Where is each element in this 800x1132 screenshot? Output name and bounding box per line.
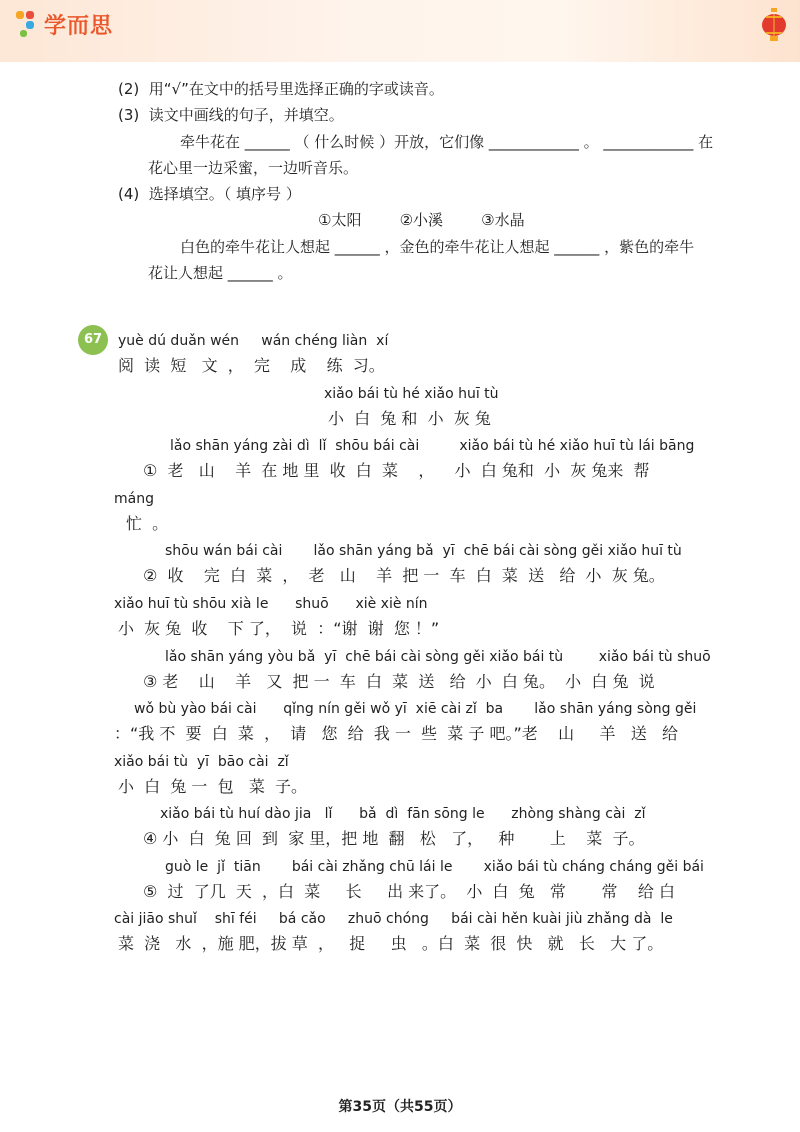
story-title: 小 白 兔 和 小 灰 兔	[328, 409, 491, 428]
hanzi-line: ④ 小 白 兔 回 到 家 里，把 地 翻 松 了， 种 上 菜 子。	[143, 829, 645, 848]
lantern-icon	[760, 8, 788, 42]
question-4-options: ①太阳 ②小溪 ③水晶	[318, 211, 525, 229]
hanzi-line: 菜 浇 水 ，施 肥，拔 草 ， 捉 虫 。白 菜 很 快 就 长 大 了。	[118, 934, 664, 953]
pinyin-line: cài jiāo shuǐ shī féi bá cǎo zhuō chóng bái cài hěn kuài jiù zhǎng dà le	[114, 911, 673, 927]
question-4-fill-line-2: 花让人想起 ______ 。	[148, 264, 293, 282]
question-3-fill-line: 牵牛花在 ______ （ 什么时候 ）开放，它们像 ____________ 。 ____________ 在	[180, 133, 714, 151]
question-2: (2) 用“√”在文中的括号里选择正确的字或读音。	[118, 80, 444, 98]
hanzi-line: ：“我 不 要 白 菜 ， 请 您 给 我 一 些 菜 子 吧。”老 山 羊 送 给	[114, 724, 679, 743]
logo-mark-icon	[16, 11, 40, 37]
pinyin-line: lǎo shān yáng zài dì lǐ shōu bái cài xiǎo bái tù hé xiǎo huī tù lái bāng	[170, 438, 695, 454]
page-number: 第35页（共55页）	[338, 1099, 462, 1115]
hanzi-line: ② 收 完 白 菜 ， 老 山 羊 把 一 车 白 菜 送 给 小 灰 兔。	[143, 566, 665, 585]
pinyin-line: shōu wán bái cài lǎo shān yáng bǎ yī chē bái cài sòng gěi xiǎo huī tù	[165, 543, 682, 559]
pinyin-line: xiǎo bái tù huí dào jia lǐ bǎ dì fān sōng le zhòng shàng cài zǐ	[160, 806, 646, 822]
hanzi-line: 阅 读 短 文 ， 完 成 练 习。	[118, 356, 385, 375]
hanzi-line: ⑤ 过 了几 天 ，白 菜 长 出 来了。 小 白 兔 常 常 给 白	[143, 882, 675, 901]
page-header	[0, 0, 800, 62]
question-4: (4) 选择填空。（ 填序号 ）	[118, 185, 301, 203]
pinyin-title: xiǎo bái tù hé xiǎo huī tù	[324, 386, 499, 402]
hanzi-line: 小 灰 兔 收 下 了， 说 ：“谢 谢 您 ！”	[118, 619, 440, 638]
question-3-fill-line-2: 花心里一边采蜜，一边听音乐。	[148, 159, 359, 177]
pinyin-line: wǒ bù yào bái cài qǐng nín gěi wǒ yī xiē cài zǐ ba lǎo shān yáng sòng gěi	[134, 701, 697, 717]
hanzi-line: 忙 。	[126, 514, 169, 533]
pinyin-line: lǎo shān yáng yòu bǎ yī chē bái cài sòng gěi xiǎo bái tù xiǎo bái tù shuō	[165, 649, 711, 665]
question-4-fill-line: 白色的牵牛花让人想起 ______ ，金色的牵牛花让人想起 ______ ，紫色的牵牛	[180, 238, 695, 256]
pinyin-line: máng	[114, 491, 154, 507]
question-3: (3) 读文中画线的句子，并填空。	[118, 106, 344, 124]
logo-text: 学而思	[44, 13, 114, 39]
hanzi-line: 小 白 兔 一 包 菜 子。	[118, 777, 308, 796]
pinyin-line: yuè dú duǎn wén wán chéng liàn xí	[118, 333, 389, 349]
brand-logo	[16, 9, 113, 39]
pinyin-line: xiǎo bái tù yī bāo cài zǐ	[114, 754, 289, 770]
pinyin-line: xiǎo huī tù shōu xià le shuō xiè xiè nín	[114, 596, 428, 612]
pinyin-line: guò le jǐ tiān bái cài zhǎng chū lái le xiǎo bái tù cháng cháng gěi bái	[165, 859, 704, 875]
hanzi-line: ① 老 山 羊 在 地 里 收 白 菜 ， 小 白 兔和 小 灰 兔来 帮	[143, 461, 650, 480]
exercise-number-badge: 67	[78, 325, 108, 355]
hanzi-line: ③ 老 山 羊 又 把 一 车 白 菜 送 给 小 白 兔。 小 白 兔 说	[143, 672, 655, 691]
